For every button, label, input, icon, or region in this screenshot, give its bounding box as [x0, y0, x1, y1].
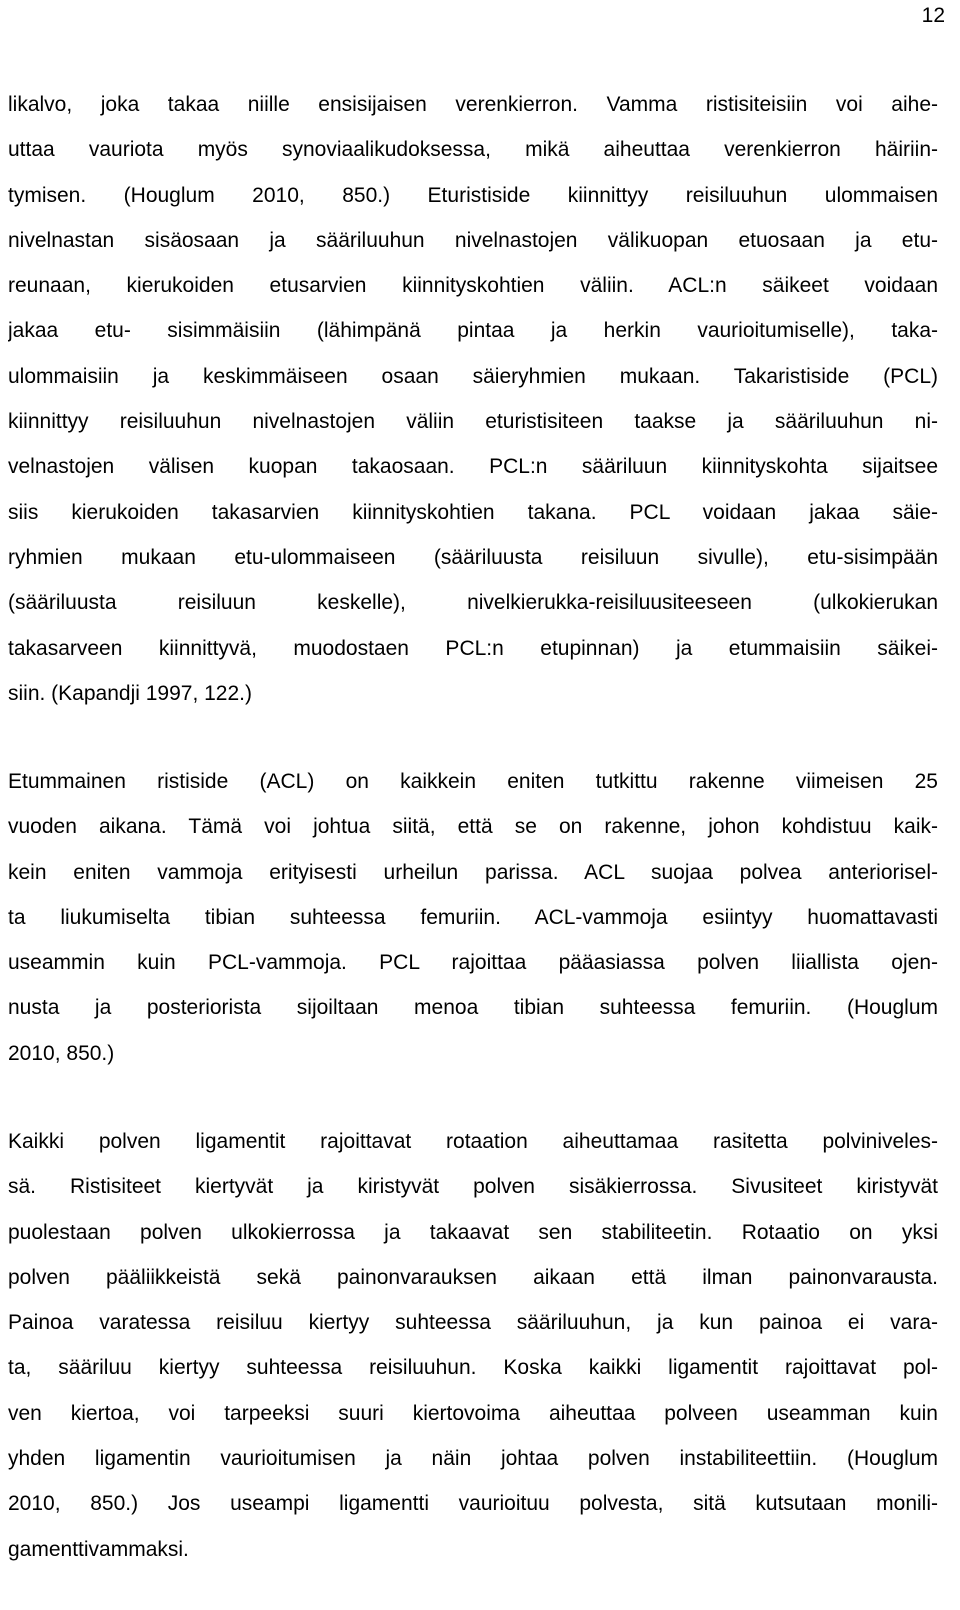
text-line: velnastojen välisen kuopan takaosaan. PCL:n sääriluun kiinnityskohta sijaitsee: [8, 455, 938, 479]
text-line: Kaikki polven ligamentit rajoittavat rotaation aiheuttamaa rasitetta polviniveles-: [8, 1130, 938, 1153]
text-line: siin. (Kapandji 1997, 122.): [8, 681, 252, 705]
text-line: takasarveen kiinnittyvä, muodostaen PCL:n etupinnan) ja etummaisiin säikei-: [8, 636, 938, 660]
text-line: kein eniten vammoja erityisesti urheilun parissa. ACL suojaa polvea anteriorisel-: [8, 860, 938, 884]
paragraph-3: [8, 1119, 938, 1572]
text-line: ta liukumiselta tibian suhteessa femuriin. ACL-vammoja esiintyy huomattavasti: [8, 905, 938, 929]
text-line: Painoa varatessa reisiluu kiertyy suhteessa sääriluuhun, ja kun painoa ei vara-: [8, 1311, 938, 1335]
text-line: gamenttivammaksi.: [8, 1537, 189, 1561]
paragraph-1: [8, 82, 938, 716]
text-line: jakaa etu- sisimmäisiin (lähimpänä pintaa ja herkin vaurioitumiselle), taka-: [8, 319, 938, 343]
text-line: likalvo, joka takaa niille ensisijaisen verenkierron. Vamma ristisiteisiin voi aihe-: [8, 93, 938, 116]
text-line: ryhmien mukaan etu-ulommaiseen (sääriluusta reisiluun sivulle), etu-sisimpään: [8, 545, 938, 569]
text-line: nivelnastan sisäosaan ja sääriluuhun nivelnastojen välikuopan etuosaan ja etu-: [8, 228, 938, 252]
text-line: nusta ja posteriorista sijoiltaan menoa tibian suhteessa femuriin. (Houglum: [8, 996, 938, 1020]
text-line: ta, sääriluu kiertyy suhteessa reisiluuhun. Koska kaikki ligamentit rajoittavat pol-: [8, 1356, 938, 1380]
text-line: yhden ligamentin vaurioitumisen ja näin johtaa polven instabiliteettiin. (Houglum: [8, 1447, 938, 1471]
text-line: useammin kuin PCL-vammoja. PCL rajoittaa pääasiassa polven liiallista ojen-: [8, 951, 938, 975]
text-line: puolestaan polven ulkokierrossa ja takaavat sen stabiliteetin. Rotaatio on yksi: [8, 1220, 938, 1244]
text-line: uttaa vauriota myös synoviaalikudoksessa, mikä aiheuttaa verenkierron häiriin-: [8, 138, 938, 162]
text-line: Etummainen ristiside (ACL) on kaikkein eniten tutkittu rakenne viimeisen 25: [8, 770, 938, 793]
text-line: ven kiertoa, voi tarpeeksi suuri kiertovoima aiheuttaa polveen useamman kuin: [8, 1401, 938, 1425]
text-line: polven pääliikkeistä sekä painonvarauksen aikaan että ilman painonvarausta.: [8, 1265, 938, 1289]
text-line: tymisen. (Houglum 2010, 850.) Eturistiside kiinnittyy reisiluuhun ulommaisen: [8, 183, 938, 207]
text-line: reunaan, kierukoiden etusarvien kiinnityskohtien väliin. ACL:n säikeet voidaan: [8, 274, 938, 298]
text-line: 2010, 850.): [8, 1041, 115, 1065]
page-number: 12: [921, 4, 945, 27]
text-line: (sääriluusta reisiluun keskelle), nivelkierukka-reisiluusiteeseen (ulkokierukan: [8, 591, 938, 615]
text-line: siis kierukoiden takasarvien kiinnityskohtien takana. PCL voidaan jakaa säie-: [8, 500, 938, 524]
text-line: 2010, 850.) Jos useampi ligamentti vaurioituu polvesta, sitä kutsutaan monili-: [8, 1492, 938, 1516]
text-line: vuoden aikana. Tämä voi johtua siitä, että se on rakenne, johon kohdistuu kaik-: [8, 815, 938, 839]
text-line: sä. Ristisiteet kiertyvät ja kiristyvät polven sisäkierrossa. Sivusiteet kiristyvät: [8, 1175, 938, 1199]
paragraph-2: [8, 759, 938, 1076]
text-line: kiinnittyy reisiluuhun nivelnastojen väliin eturistisiteen taakse ja sääriluuhun ni-: [8, 410, 938, 434]
text-line: ulommaisiin ja keskimmäiseen osaan säieryhmien mukaan. Takaristiside (PCL): [8, 364, 938, 388]
